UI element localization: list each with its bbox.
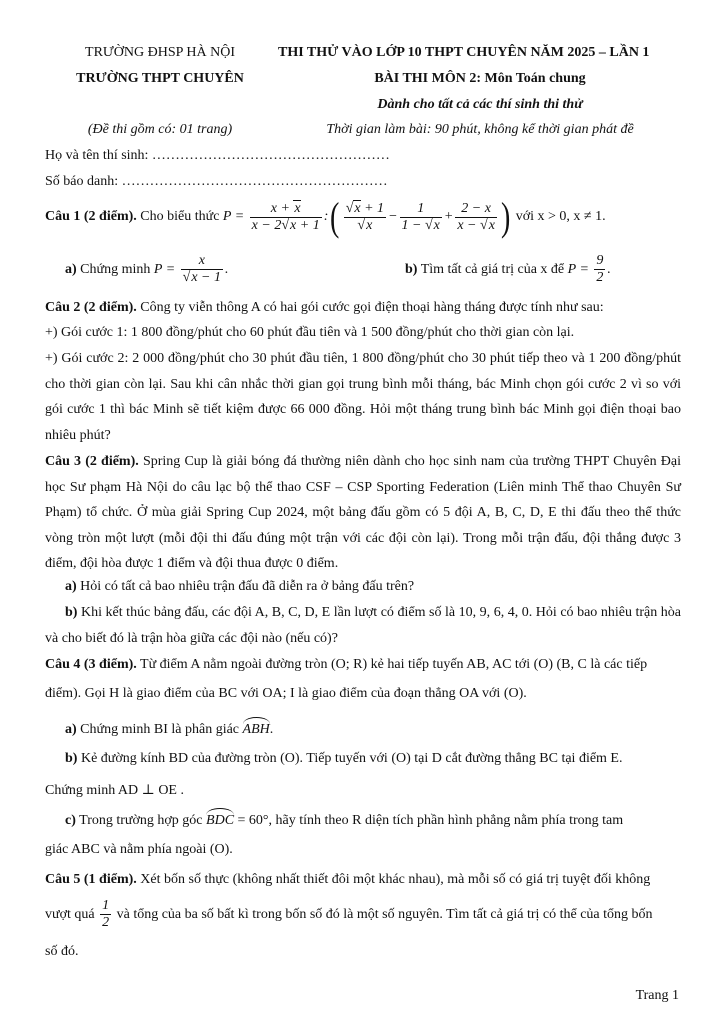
- q5-text2b: và tổng của ba số bất kì trong bốn số đó là một số nguyên. Tìm tất cả giá trị có thể của tổng bốn: [116, 907, 653, 922]
- q4-c-angle: BDC: [206, 813, 235, 828]
- q3-b-label: b): [65, 605, 78, 620]
- q4-line2: điểm). Gọi H là giao điểm của BC với OA; I là giao điểm của đoạn thẳng OA với (O).: [45, 686, 527, 701]
- q1-b-label: b): [405, 262, 418, 277]
- q4-b-text: Kẻ đường kính BD của đường tròn (O). Tiếp tuyến với (O) tại D cắt đường thẳng BC tại điểm E.: [80, 751, 623, 766]
- q3-a-label: a): [65, 579, 77, 594]
- q5-line1: [45, 872, 650, 888]
- q1-a-text: Chứng minh: [80, 262, 151, 277]
- q5-text1: Xét bốn số thực (không nhất thiết đôi một khác nhau), mà mỗi số có giá trị tuyệt đối không: [140, 872, 651, 887]
- q4-a-angle: ABH: [242, 722, 270, 737]
- q4-b-label: b): [65, 751, 78, 766]
- q5-fraction: $\frac{1}{2}$: [102, 898, 110, 931]
- exam-subject: BÀI THI MÔN 2: Môn Toán chung: [374, 71, 586, 86]
- q3-part-a: [65, 579, 414, 595]
- q2-plan2: +) Gói cước 2: 2 000 đồng/phút cho 30 phút đầu tiên, 1 800 đồng/phút cho 30 phút tiếp theo và 1 200 đồng/phút cho thời gian còn lại. Sau khi cân nhắc thời gian gọi trung bình mỗi tháng, bác Minh chọn gói cước 2 vì so với gói cước 1 thì bác Minh sẽ tiết kiệm được 66 000 đồng. Hỏi một tháng trung bình bác Minh gọi điện thoại bao nhiêu phút?: [45, 351, 681, 443]
- q1-formula: P = $\frac{x + x}{x - 2√x + 1}$ :( $\frac{√x + 1}{√x}$ − $\frac{1}{1 - √x}$ + $\frac{2 - x}{x - √x}$ ): [222, 194, 511, 239]
- q2-plan1: +) Gói cước 1: 1 800 đồng/phút cho 60 phút đầu tiên và 1 500 đồng/phút cho thời gian còn lại.: [45, 325, 575, 340]
- q1-a-formula: P = $\frac{x}{√x - 1}$ .: [153, 253, 229, 286]
- q1-condition: với x > 0, x ≠ 1.: [515, 209, 606, 225]
- q2-intro: Công ty viễn thông A có hai gói cước gọi điện thoại hàng tháng được tính như sau:: [140, 300, 604, 315]
- q4-part-c: [65, 813, 623, 829]
- q1-a-label: a): [65, 262, 77, 277]
- q5-text2a: vượt quá: [45, 907, 95, 922]
- q3-part-b: [45, 600, 681, 651]
- q4-part-c-2: giác ABC và nằm phía ngoài (O).: [45, 842, 233, 857]
- q3-a-text: Hỏi có tất cả bao nhiêu trận đấu đã diễn ra ở bảng đấu trên?: [80, 579, 415, 594]
- q3-body: [45, 449, 681, 577]
- q1-b-formula: P = $\frac{9}{2}$ .: [567, 253, 611, 286]
- school-name-1: TRƯỜNG ĐHSP HÀ NỘI: [85, 45, 235, 60]
- exam-audience: Dành cho tất cả các thí sinh thi thử: [377, 97, 583, 112]
- pages-note: (Đề thi gồm có: 01 trang): [87, 122, 233, 137]
- school-name-2: TRƯỜNG THPT CHUYÊN: [76, 71, 244, 86]
- q3-label: Câu 3 (2 điểm).: [45, 454, 139, 469]
- candidate-id-line: Số báo danh: …………………………………………………: [45, 174, 388, 189]
- q3-b-text: Khi kết thúc bảng đấu, các đội A, B, C, D, E lần lượt có điểm số là 10, 9, 6, 4, 0. Hỏi có bao nhiêu trận hòa và cho biết đó là trận hòa giữa các đội nào (nếu có)?: [45, 605, 681, 646]
- q4-a-label: a): [65, 722, 77, 737]
- q4-label: Câu 4 (3 điểm).: [45, 657, 137, 672]
- candidate-name-line: Họ và tên thí sinh: ……………………………………………: [45, 148, 390, 163]
- q2-label: Câu 2 (2 điểm).: [45, 300, 137, 315]
- q4-part-b-2: Chứng minh AD ⊥ OE .: [45, 783, 184, 798]
- exam-title: THI THỬ VÀO LỚP 10 THPT CHUYÊN NĂM 2025 – LẦN 1: [278, 45, 650, 60]
- q1-b-text: Tìm tất cả giá trị của x để: [420, 262, 565, 277]
- q3-text: Spring Cup là giải bóng đá thường niên dành cho học sinh nam của trường THPT Chuyên Đại học Sư phạm Hà Nội do câu lạc bộ thể thao CSF – CSP Sporting Federation (Liên minh Thể thao Chuyên Sư Phạm) tổ chức. Ở mùa giải Spring Cup 2024, một bảng đấu gồm có 5 đội A, B, C, D, E thi đấu theo thể thức vòng tròn một lượt (mỗi đội thi đấu đúng một trận với các đội còn lại). Trong mỗi trận đấu, đội thắng được 3 điểm, đội hòa được 1 điểm và đội thua được 0 điểm.: [45, 454, 681, 571]
- q4-a-text: Chứng minh BI là phân giác: [80, 722, 240, 737]
- q5-line3: số đó.: [45, 944, 79, 959]
- q4-c-text2: = 60°, hãy tính theo R diện tích phần hình phẳng nằm phía trong tam: [237, 813, 624, 828]
- q4-c-label: c): [65, 813, 76, 828]
- q1-statement: [45, 194, 606, 239]
- q4-c-text1: Trong trường hợp góc: [79, 813, 203, 828]
- q1-intro: Cho biểu thức: [140, 209, 220, 225]
- q5-line2: [45, 897, 653, 933]
- q4-text1: Từ điểm A nằm ngoài đường tròn (O; R) kẻ hai tiếp tuyến AB, AC tới (O) (B, C là các tiếp: [140, 657, 648, 672]
- q4-part-b: [65, 751, 622, 767]
- q5-label: Câu 5 (1 điểm).: [45, 872, 137, 887]
- page-number: Trang 1: [635, 988, 679, 1003]
- q1-part-a: [65, 252, 229, 288]
- q1-label: Câu 1 (2 điểm).: [45, 209, 137, 225]
- q2-intro-line: [45, 300, 604, 316]
- q4-part-a: a) Chứng minh BI là phân giác ABH.: [65, 722, 274, 737]
- q1-part-b: [405, 252, 611, 288]
- time-note: Thời gian làm bài: 90 phút, không kể thời gian phát đề: [326, 122, 634, 137]
- q4-line1: [45, 657, 647, 673]
